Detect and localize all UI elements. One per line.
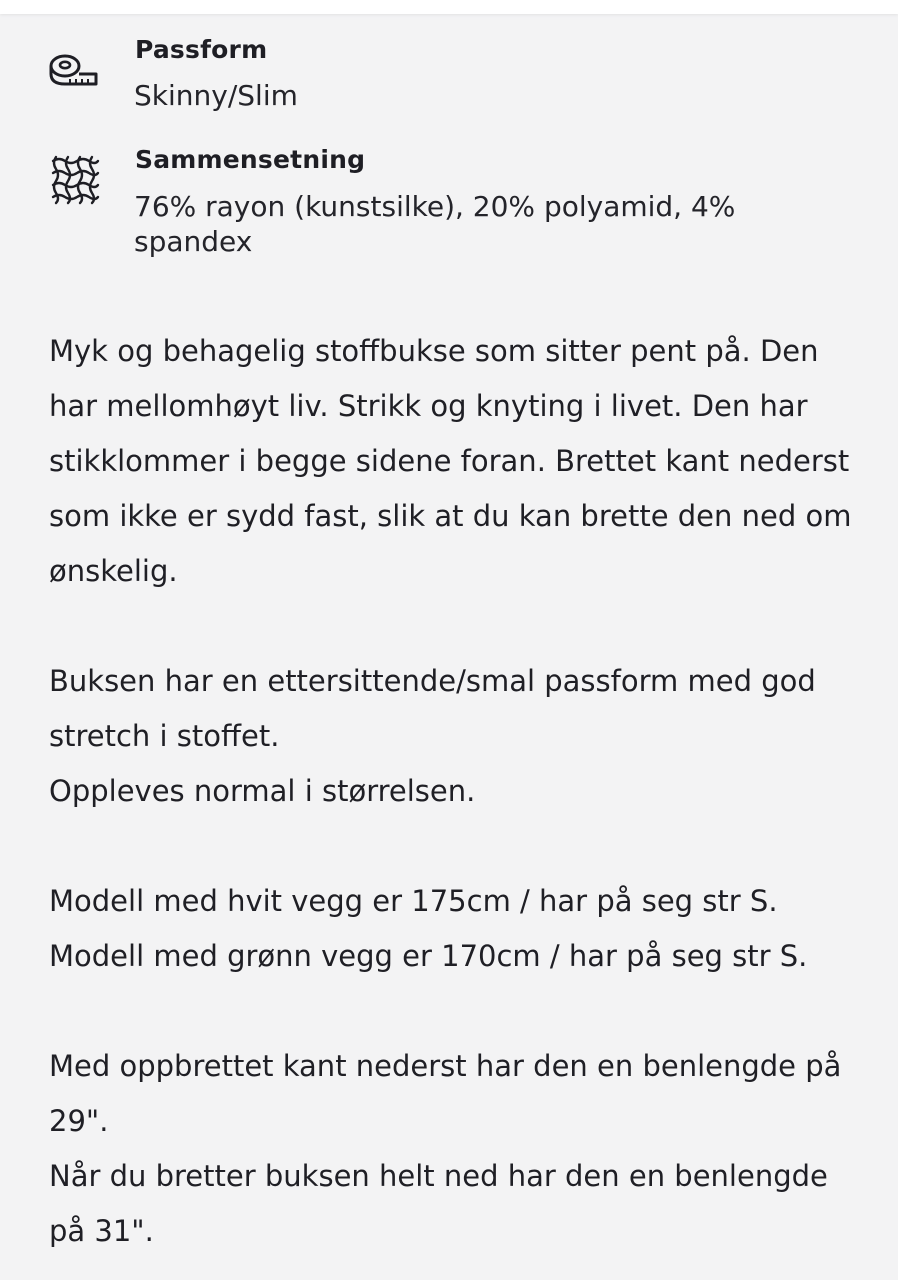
composition-value: 76% rayon (kunstsilke), 20% polyamid, 4% spandex xyxy=(134,190,736,258)
model-info-green-wall: Modell med grønn vegg er 170cm / har på seg str S. xyxy=(49,939,808,973)
description-fit-line: Buksen har en ettersittende/smal passform med god stretch i stoffet. xyxy=(49,664,816,753)
inseam-unfolded-line: Når du bretter buksen helt ned har den en benlengde på 31". xyxy=(49,1159,828,1248)
composition-label: Sammensetning xyxy=(135,145,366,174)
model-info-white-wall: Modell med hvit vegg er 175cm / har på seg str S. xyxy=(49,884,778,918)
product-description xyxy=(49,324,869,1259)
description-size-line: Oppleves normal i størrelsen. xyxy=(49,774,476,808)
fabric-weave-icon xyxy=(48,155,100,205)
fit-value: Skinny/Slim xyxy=(134,79,298,112)
measuring-tape-icon xyxy=(48,50,100,100)
description-paragraph: Myk og behagelig stoffbukse som sitter pent på. Den har mellomhøyt liv. Strikk og knyting i livet. Den har stikklommer i begge sidene foran. Brettet kant nederst som ikke er sydd fast, slik at du kan brette den ned om ønskelig. xyxy=(49,334,852,588)
inseam-folded-line: Med oppbrettet kant nederst har den en benlengde på 29". xyxy=(49,1049,842,1138)
fit-label: Passform xyxy=(135,35,268,64)
top-bar-edge xyxy=(0,0,898,14)
